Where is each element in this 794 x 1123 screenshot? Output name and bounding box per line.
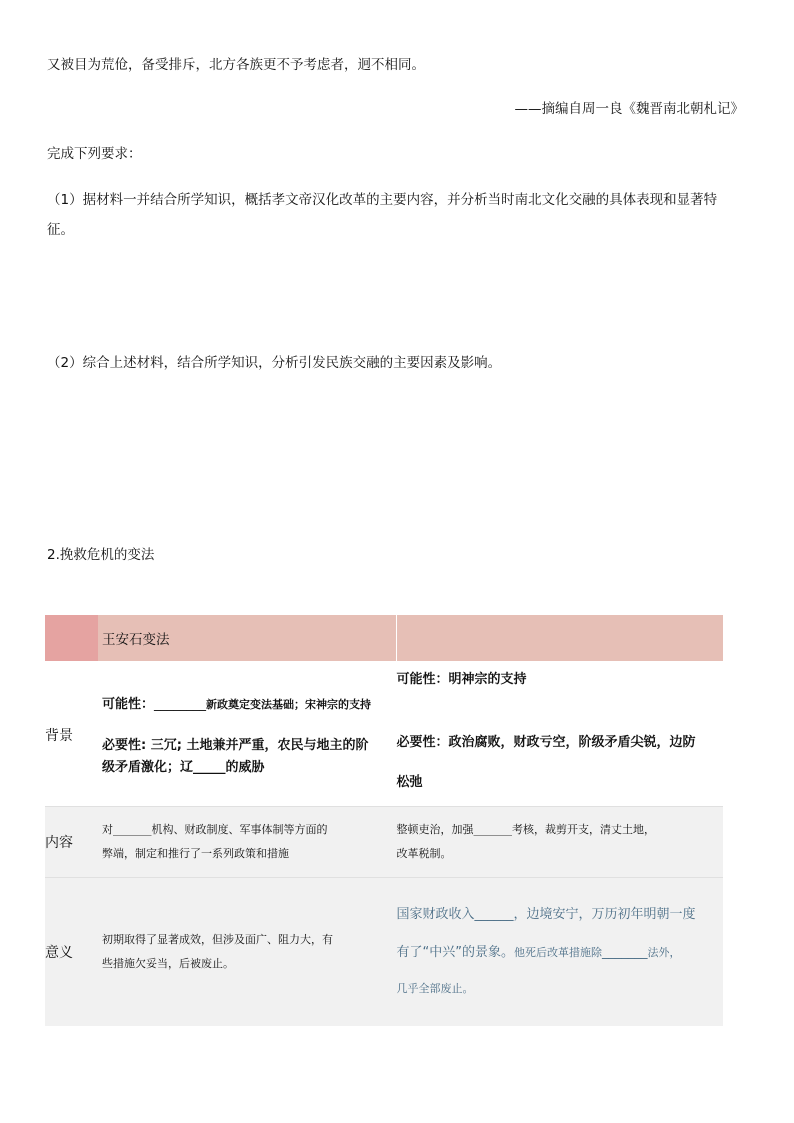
row-label-significance: 意义 xyxy=(45,878,98,1027)
source-citation: ——摘编自周一良《魏晋南北朝札记》 xyxy=(514,101,744,117)
row-label-content: 内容 xyxy=(45,807,98,878)
content-left-post: 机构、财政制度、军事体制等方面的 xyxy=(151,823,328,836)
blank-field: _______ xyxy=(473,823,512,836)
content-right-post: 考核，裁剪开支，清丈土地， xyxy=(512,823,655,836)
significance-right-cell xyxy=(397,878,724,1027)
content-left-cell xyxy=(98,807,397,878)
possibility-label: 可能性： xyxy=(102,696,155,712)
necessity-line-1: 必要性: 三冗; 土地兼并严重，农民与地主的阶 xyxy=(102,737,369,753)
significance-left-line-1: 初期取得了显著成效，但涉及面广、阻力大，有 xyxy=(102,933,333,946)
table-row-content xyxy=(45,807,723,878)
significance-right-pre: 国家财政收入 xyxy=(396,907,475,922)
header-cell-right xyxy=(397,615,724,662)
blank-field: ______ xyxy=(474,907,514,922)
blank-field: _______ xyxy=(113,823,152,836)
content-left-line-2: 弊端，制定和推行了一系列政策和措施 xyxy=(102,847,289,860)
content-right-pre: 整顿吏治，加强 xyxy=(396,823,474,836)
significance-right-line-3: 几乎全部废止。 xyxy=(396,982,474,995)
table-row-significance xyxy=(45,878,723,1027)
background-left-cell xyxy=(98,662,397,807)
question-2: （2）综合上述材料，结合所学知识，分析引发民族交融的主要因素及影响。 xyxy=(47,355,502,371)
question-1-line-1: （1）据材料一并结合所学知识，概括孝文帝汉化改革的主要内容，并分析当时南北文化交融的具体表现和显著特 xyxy=(47,192,718,208)
necessity-right-line-1: 必要性：政治腐败，财政亏空，阶级矛盾尖锐，边防 xyxy=(396,734,696,750)
section-2-title: 2.挽救危机的变法 xyxy=(47,547,155,563)
possibility-text: 新政奠定变法基础；宋神宗的支持 xyxy=(206,697,372,711)
necessity-line-2-post: 的威胁 xyxy=(225,759,265,775)
content-right-cell xyxy=(397,807,724,878)
blank-field: _______ xyxy=(601,945,648,960)
question-1-line-2: 征。 xyxy=(47,222,74,238)
possibility-right: 可能性：明神宗的支持 xyxy=(396,671,527,687)
blank-field: _____ xyxy=(193,759,226,775)
content-right-line-2: 改革税制。 xyxy=(396,847,452,860)
instruction-text: 完成下列要求： xyxy=(47,146,142,162)
blank-field: ________ xyxy=(154,696,207,712)
significance-right-line-2-pre: 有了“中兴”的景象。 xyxy=(396,945,514,960)
significance-right-post: ，边境安宁，万历初年明朝一度 xyxy=(513,907,696,922)
header-cell-wang-anshi: 王安石变法 xyxy=(98,615,397,662)
background-right-cell xyxy=(397,662,724,807)
table-header-row xyxy=(45,615,723,662)
header-corner-cell xyxy=(45,615,98,662)
table-row-background xyxy=(45,662,723,807)
significance-left-cell xyxy=(98,878,397,1027)
significance-right-line-2-post: 法外， xyxy=(647,946,681,959)
significance-right-line-2-mid: 他死后改革措施除 xyxy=(513,946,602,959)
necessity-right-line-2: 松弛 xyxy=(396,774,423,790)
paragraph-continuation: 又被目为荒伧，备受排斥，北方各族更不予考虑者，迥不相同。 xyxy=(47,57,425,73)
row-label-background: 背景 xyxy=(45,662,98,807)
necessity-line-2-pre: 级矛盾激化；辽 xyxy=(102,759,194,775)
content-left-pre: 对 xyxy=(102,823,113,836)
significance-left-line-2: 些措施欠妥当，后被废止。 xyxy=(102,957,234,970)
comparison-table xyxy=(45,615,723,1026)
